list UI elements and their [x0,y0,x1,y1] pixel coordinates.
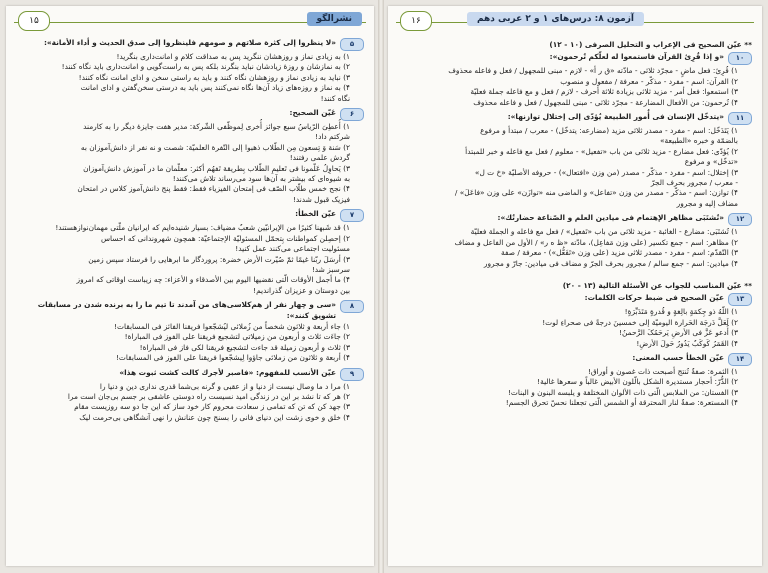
exam-title: آزمون ۸: درس‌های ۱ و ۲ عربی دهم [467,12,644,26]
question-block [16,300,364,363]
options-list [16,382,350,424]
question-number: ۵ [340,38,364,51]
question-header [398,293,752,306]
section-spacer [398,273,752,279]
option-line: ۱) مرا د ما وصال نیست از دنیا و از عقبی و گرنه بی‌شما قدری نداری دین و دنیا را [99,381,350,391]
option-line: ۱) به زیادی نماز و روزهشان ننگرید پس به صداقت کلام و امانت‌داری بنگرید! [116,52,350,61]
options-list [16,52,350,104]
option-line: ۲) القرآن: اسم - مفرد - مذکّر - معرفة / مفعول و منصوب [560,76,738,86]
option-line: ۲) یُؤدّی: فعل مضارع - مزید ثلاثی من باب «تفعیل» - معلوم / فعل مع فاعله و خبر للمبتدأ [465,146,738,156]
option-line: بالضمّة و خبره «الطبیعة» [660,136,738,146]
question-number: ۸ [340,300,364,313]
question-block [16,38,364,104]
option-line: ۴) تُرحمون: من الأفعال المضارعة - مجرّد ثلاثی - مبنی للمجهول / فعل و فاعله محذوف [473,97,738,107]
question-block [398,293,752,349]
option-line: ۱) جاء أربعة و ثلاثون شخصاً من زُملائی لیُشجّعوا فریقنا الفائز فی المسابقات! [114,321,350,331]
options-list [398,367,738,409]
option-line: ۴) به نماز و روزه‌های زیاد آن‌ها نگاه نمی‌کنند پس باید به درستی سخن‌گفتن و ادای امانت [80,83,350,93]
option-line: «تدخّل» و مرفوع [684,157,738,167]
question-text: «لا ینظروا إلی کثرة صلاتهم و صومهم فلینظروا إلی صدق الحدیث و أداء الأمانة»: [43,38,336,47]
options-list [398,307,738,349]
question-header [16,38,364,51]
section-heading: ** عیّن الصحیح فی الإعراب و التحلیل الصرفی (۱۰ - ۱۲) [549,40,752,49]
option-line: ۳) جهد کن که تن که تمامی ز سعادت محروم کار خود ساز که این جا دو سه روزیست مقام [74,402,350,412]
option-line: مضاف إلیه و مجرور [676,198,738,208]
options-list [16,223,350,296]
option-line: ۴) القَمَرُ کَوکَبٌ یَدُورُ حَولَ الأرضِ! [636,338,738,348]
options-list [398,66,738,108]
option-line: ۱) قد شَبهنا کثیرًا من الإیرانیّین شعبٌ مضیاف: بسیار شنیده‌ایم که ایرانیان ملّتی مهمان‌نوازهستند! [55,223,350,233]
option-line: ۳) أرسَلَ ربّنا غیمًا ثمّ صُیّرت الأرض خضرة: پروردگار ما ابرهایی را فرستاد سپس زمین [88,254,350,264]
option-line: ۳) الفستان: من الملابس الّتی ذات الألوان المختلفة و یلبسه البنون و البنات! [507,387,738,397]
option-line: ۳) یَحاوِلُ عَلّمونا فی تَعلیمِ الطّلاب بِطریقة تَفهُم أکثر: معلّمان ما در آموزش دانش‌آموزان [83,163,350,173]
right-page [388,6,762,566]
option-line: ۳) التّقدّم: اسم - مفرد - مصدر ثلاثی مزید (علی وزن «تَفَعُّل») - معرفة / صفة [501,248,738,258]
question-block [16,368,364,424]
left-page [6,6,374,566]
question-block [16,108,364,205]
option-line: ۴) أربعة و ثلاثون من زملائی جاؤوا لِیشجّعوا فریقنا علی الفوز فی المسابقات! [115,353,350,363]
question-text: «و إذا قُرِئ القرآن فاستمعوا له لعلّکم تُرحمون»: [549,52,724,62]
question-header [16,108,364,121]
options-list [398,126,738,209]
question-text: عیّن الصحیح فی ضبط حرکات الکلمات: [584,293,724,303]
option-line: ۱) اللّهُ ذو جِکمَةٍ بالِغةٍ و قُدرةٍ مَتَدَبِّرَةٍ! [624,307,738,317]
question-number: ۶ [340,108,364,121]
right-page-header [396,10,754,36]
question-block [16,209,364,296]
option-line: ۳) ثلاث و أربعون زمیلة قد جاءت لتشجیع فریقنا لکی فاز فی المباراة! [139,342,350,352]
option-line: - معرب / مجرور بحرف الجرّ [650,178,738,188]
right-page-content [388,36,762,409]
question-block [398,52,752,108]
option-line: ۳) أُدعو عَزَّ فی الأرضِ یَرحَمُکَ الرَّحمنُ! [619,328,738,338]
question-text: «تُشتَبَی مظاهر الإهتمام فی میادین العلم و الصّناعة حضارتُك»: [497,213,724,223]
question-header [398,112,752,125]
option-line: ۱) یَتَدَخّل: اسم - مفرد - مصدر ثلاثی مزید (مضارعه: یتدخّل) - معرب / مبتدأ و مرفوع [480,126,738,136]
left-page-header [14,10,366,36]
question-block [398,213,752,269]
option-line: ۲) الدُّرّ: أحجار مستدیرة الشکل بالّلون الأبیض غالباً و سعرها غالیة! [537,377,738,387]
question-text: «سی و چهار نفر از هم‌کلاسی‌های من آمدند تا تیم ما را به برنده شدن در مسابقات تشویق کنند»: [37,300,336,320]
option-line: ۴) توازن: اسم - مذکّر - مصدر من وزن «تفاعل» و الماضی منه «توازَن» علی وزن «فاعَلَ» / [454,188,738,198]
option-line: نگاه کنند! [320,93,350,103]
question-text: عَیّن الصحیح: [289,108,336,118]
option-line: گردش علمی رفتند! [289,153,350,163]
question-number: ۹ [340,368,364,381]
option-line: ۱) الثمرة: صفةٌ تُنتج أصبحت ذات غصون و أوراق! [587,366,738,376]
page-number: ۱۵ [18,11,50,31]
question-header [16,368,364,381]
option-line: بین دوستان و عزیزان گذراندیم! [253,285,350,295]
option-line: مسئولیت اجتماعی می‌کنند عمل کنید! [235,244,350,254]
question-block [398,112,752,209]
question-number: ۱۳ [728,293,752,306]
option-line: ۲) جاءَت ثلاث و أربعون من زمیلاتی لتشجیع فریقنا علی الفوز فی المباراة! [124,332,350,342]
question-number: ۱۰ [728,52,752,65]
option-line: ۳) نباید به زیادی نماز و روزهشان نگاه کنند و باید به راستی سخن و ادای امانت نگاه کنند! [78,72,350,82]
question-block [398,353,752,409]
question-number: ۷ [340,209,364,222]
page-number: ۱۶ [400,11,432,31]
option-line: ۱) تُشتَبَی: مضارع - الغائبة - مزید ثلاثی من باب «تَفعیل» / فعل مع فاعله و الجملة فعلیّة [470,227,738,237]
question-header [398,353,752,366]
options-list [16,122,350,205]
question-text: «یتدخّل الإنسان فی أُمور الطبیعة یُؤدّی إلی إختلال توازنها»: [507,112,724,122]
question-text: عیّن الخطأ حسب المعنی: [632,352,724,362]
option-line: ۲) سَنة وَ تِسعون مِن الطّلاب ذهبوا إلی التّفرة العلمیّة: شصت و نه نفر از دانش‌آموزان به [80,142,350,152]
book-gutter [378,0,384,573]
option-line: ۱) قُرِئ: فعل ماضٍ - مجرّد ثلاثی - مادّته «ق ر أ» - لازم - مبنی للمجهول / فعل و فاعله محذوف [448,66,738,76]
option-line: فیزیک قبول شدند! [292,194,350,204]
option-line: ۲) هر که تا نشد بر این در زندگی امید نسیست راه دوستی عاشقی بر جسم بی‌جان است مرا [67,391,350,401]
option-line: ۲) مظاهر: اسم - جمع تکسیر (علی وزن مَفاعِل)، مادّته «ظ ه ر» / الأول من الفاعل و مضاف [454,237,738,247]
left-page-content [6,36,374,423]
option-line: ۴) ما أجمل الأوقات الّتی نقضیها الیوم بین الأصدقاء و الأعزاء: چه زیباست اوقاتی که امروز [76,275,350,285]
publisher-title: نشرالگو [307,12,362,26]
option-line: ۴) المستعرة: صفةٌ لنار المحترقة أو الشمس الّتی تجعلنا نحسّ تحرق الجسم! [505,398,738,408]
question-header [16,209,364,222]
option-line: ۱) أُعطِیَ الرّیاسُ سبع جوائز أُخری لِموظّفی الشّرکة: مدیر هفت جایزهٔ دیگر را به کارمند [83,122,350,132]
question-number: ۱۱ [728,112,752,125]
option-line: ۳) إختلال: اسم - مفرد - مذکّر - مصدر (من وزن «افتعال») - حروفه الأصلیّة «خ ت ل» [474,167,738,177]
question-number: ۱۴ [728,353,752,366]
option-line: ۴) خلق و خوی زشت این دنیای فانی را بسنج چون عنانش را نهی آنشگاهی بی‌حرمت لیک [79,412,350,422]
option-line: ۲) إحصِلن کمواطنات بِتحمّل المسئولیّة الإجتماعیّة: همچون شهروندانی که احساس [101,233,350,243]
option-line: ۲) به نمازشان و روزهٔ زیادشان نباید بنگرند بلکه پس به راست‌گویی و امانت‌داری باید نگاه کنند! [61,62,350,72]
question-header [398,213,752,226]
option-line: شرکتم داد! [315,132,350,142]
options-list [398,227,738,269]
section-heading: ** عیّن المناسب للجواب عن الأسئلة التالیة (۱۳ - ۲۰) [562,280,752,290]
option-line: ۴) میادین: اسم - جمع سالم / مجرور بحرف الجرّ و مضاف فی میادین: جارّ و مجرور [483,258,738,268]
option-line: ۲) لَعَلَّ دَرجَة الحَرارة الیومیّة إلی خمسینَ درجةً فی صحراءِ لوت! [542,317,738,327]
option-line: سرسبز شد! [311,264,350,274]
option-line: به شیوه‌ای که بیشتر به آن‌ها سود می‌رساند تلاش می‌کنند! [172,174,350,184]
question-header [16,300,364,321]
option-line: ۳) استمعوا: فعل أمر - مزید ثلاثی بزیادة ثلاثة أحرف - لازم / فعل و مع فاعله جملة فعلیّة [470,87,738,97]
option-line: ۴) نجح خمس طلّاب الصّف فی إمتحان الفیزیاء فقط: فقط پنج دانش‌آموز کلاس در امتحان [77,184,350,194]
question-text: عیّن الأنسب للمفهوم: «فاصبر لأجرك کالت کشت ثبوت هذا» [119,367,336,377]
options-list [16,322,350,364]
question-number: ۱۲ [728,213,752,226]
question-text: عیّن الخطأ: [295,209,336,219]
question-header [398,52,752,65]
